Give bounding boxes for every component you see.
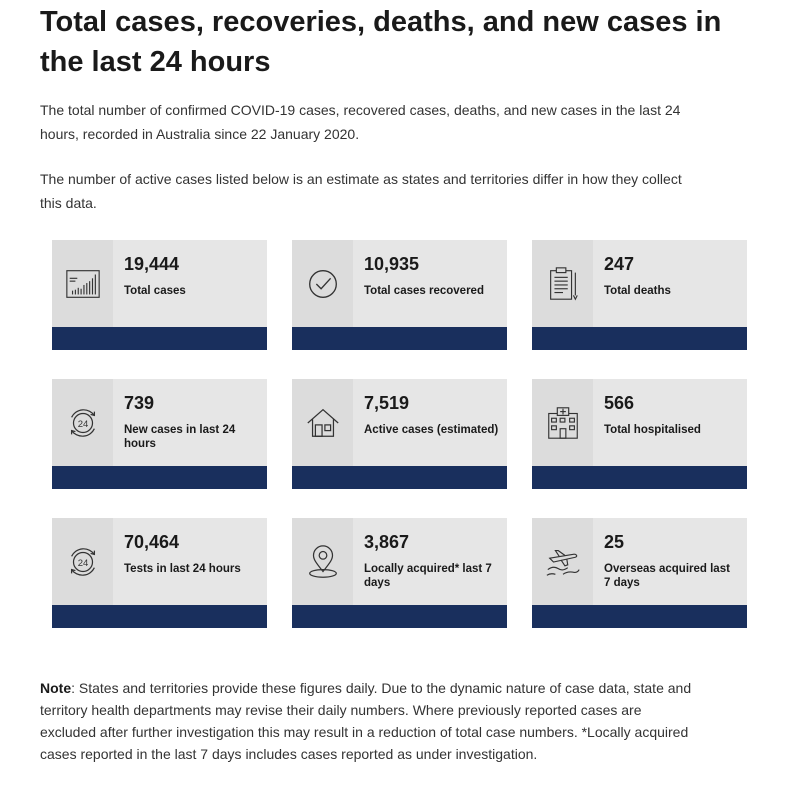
svg-text:24: 24 [77,557,88,569]
stat-card-active-cases [292,379,507,489]
footnote-label: Note [40,680,72,696]
stat-label: Total cases [124,285,186,297]
hospital-icon [532,379,593,466]
24-hour-icon [52,379,113,466]
stat-label: Total cases recovered [364,285,484,297]
intro-paragraph-2: The number of active cases listed below is an estimate as states and territories differ in how they collect this data. [40,171,682,211]
stat-card-tests [52,518,267,628]
card-footer-bar [532,327,747,350]
card-footer-bar [292,605,507,628]
stat-card-locally-acquired [292,518,507,628]
card-footer-bar [52,605,267,628]
clipboard-icon [532,240,593,327]
footnote [40,677,700,765]
stat-value: 10,935 [364,254,420,274]
footnote-text: : States and territories provide these figures daily. Due to the dynamic nature of case data, state and territory health departments may revise their daily numbers. Where previously reported cases are excluded after further investigation this may result in a reduction of total case numbers. *Locally acquired cases reported in the last 7 days includes cases reported as under investigation. [40,680,692,762]
stat-value: 19,444 [124,254,180,274]
stat-label: Total deaths [604,285,671,297]
stat-card-total-recovered [292,240,507,350]
location-pin-icon [292,518,353,605]
intro-paragraph-1: The total number of confirmed COVID-19 cases, recovered cases, deaths, and new cases in the last 24 hours, recorded in Australia since 22 January 2020. [40,102,681,142]
stat-value: 739 [124,393,155,413]
chart-icon [52,240,113,327]
stat-label: Overseas acquired last 7 days [604,563,730,589]
checkmark-circle-icon [292,240,353,327]
stat-card-total-deaths [532,240,747,350]
stat-value: 7,519 [364,393,410,413]
stat-card-total-cases [52,240,267,350]
house-icon [292,379,353,466]
stat-value: 566 [604,393,635,413]
stat-value: 247 [604,254,635,274]
page-title: Total cases, recoveries, deaths, and new cases in the last 24 hours [40,6,722,78]
card-footer-bar [532,605,747,628]
stat-label: Locally acquired* last 7 days [364,563,492,589]
card-footer-bar [52,466,267,489]
stat-label: Total hospitalised [604,424,701,436]
stat-label: Tests in last 24 hours [124,563,241,575]
card-footer-bar [292,327,507,350]
card-footer-bar [292,466,507,489]
card-footer-bar [532,466,747,489]
stat-card-new-cases [52,379,267,489]
24-hour-icon [52,518,113,605]
stat-value: 25 [604,532,625,552]
stat-value: 70,464 [124,532,180,552]
stat-label: Active cases (estimated) [364,424,499,436]
card-footer-bar [52,327,267,350]
airplane-icon [532,518,593,605]
stat-label: New cases in last 24 hours [124,424,236,450]
stat-card-hospitalised [532,379,747,489]
svg-text:24: 24 [77,418,88,430]
stat-value: 3,867 [364,532,410,552]
stat-card-overseas-acquired [532,518,747,628]
